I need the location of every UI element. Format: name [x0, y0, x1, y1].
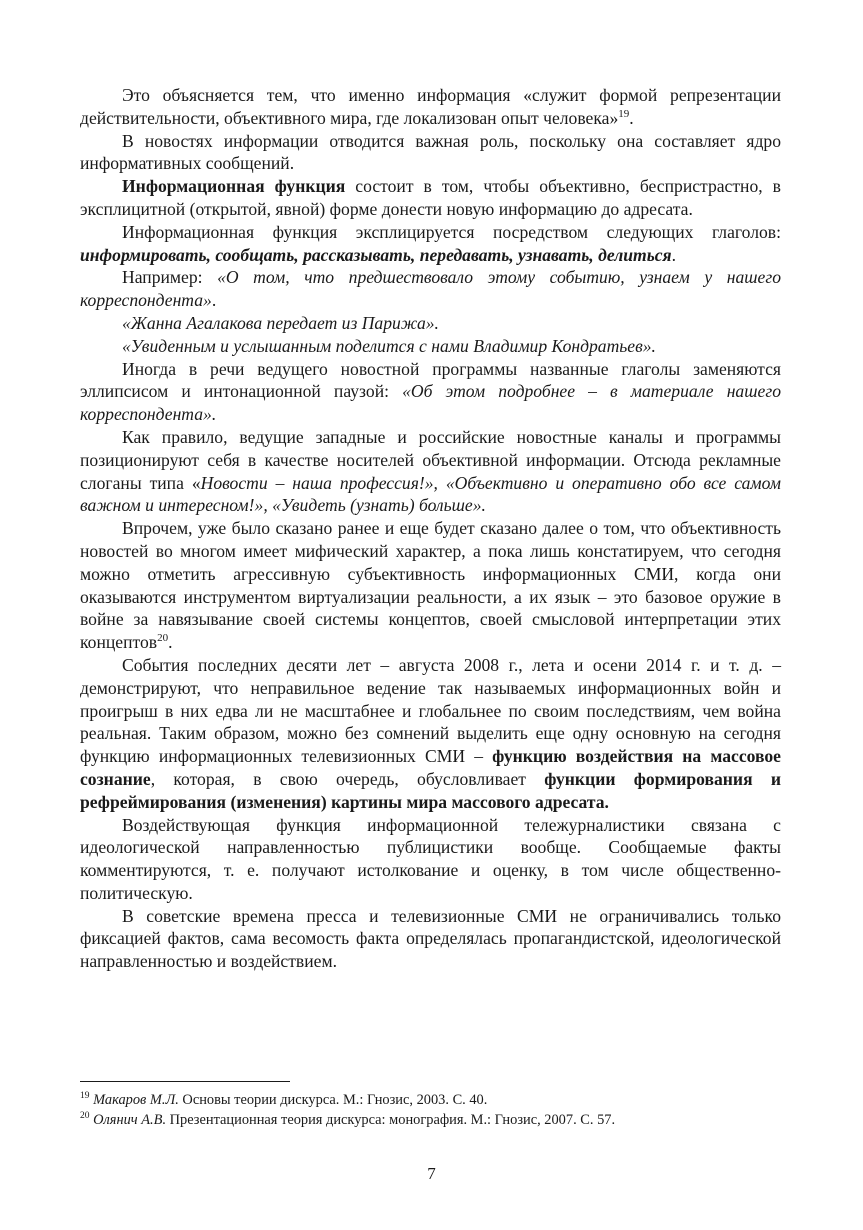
footnote-author: Макаров М.Л. — [93, 1092, 179, 1108]
footnote-reference: 19 — [618, 107, 630, 120]
text-run: информировать, сообщать, рассказывать, передавать, узнавать, делиться — [80, 244, 672, 265]
footnote-author: Олянич А.В. — [93, 1112, 167, 1128]
paragraph — [80, 517, 781, 654]
footnotes — [80, 1081, 781, 1130]
text-run: Впрочем, уже было сказано ранее и еще будет сказано далее о том, что объективность новостей во многом имеет мифический характер, а пока лишь констатируем, что сегодня можно отметить агрессивную субъективность информационных СМИ, когда они оказываются инструментом виртуализации реальности, а их язык – это базовое оружие в войне за навязывание своей системы концептов, своей смысловой интерпретации этих концептов — [80, 518, 781, 653]
paragraph — [80, 426, 781, 517]
body-text — [80, 84, 781, 973]
text-run: Информационная функция — [122, 176, 346, 197]
text-run: . — [211, 290, 217, 311]
text-run: Например: — [122, 267, 218, 288]
text-run: функцию воздействия на массовое сознание — [80, 746, 781, 789]
text-run: функции формирования и рефреймирования (изменения) картины мира массового адресата. — [80, 768, 782, 812]
paragraph — [80, 814, 781, 905]
text-run: Как правило, ведущие западные и российские новостные каналы и программы позиционируют себя в качестве носителей объективной информации. Отсюда рекламные слоганы типа « — [80, 426, 781, 493]
footnote — [80, 1110, 781, 1130]
text-run: Воздействующая функция информационной тележурналистики связана с идеологической направленностью публицистики вообще. Сообщаемые факты комментируются, т. е. получают истолкование и оценку, в том числе общественно-политическую. — [80, 814, 781, 903]
paragraph — [80, 130, 781, 176]
paragraph — [80, 266, 781, 312]
text-run: «О том, что предшествовало этому событию, узнаем у нашего корреспондента» — [80, 267, 782, 311]
paragraph — [80, 84, 781, 130]
text-run: «Жанна Агалакова передает из Парижа». — [122, 312, 439, 333]
text-run: В новостях информации отводится важная роль, поскольку она составляет ядро информативных сообщений. — [80, 130, 781, 174]
text-run: . — [629, 107, 634, 128]
footnote-divider — [80, 1081, 290, 1082]
text-run: . — [671, 244, 677, 265]
footnote-reference: 20 — [157, 632, 169, 645]
paragraph — [80, 905, 781, 973]
text-run: Это объясняется тем, что именно информация «служит формой репрезентации действительности, объективного мира, где локализован опыт человека» — [80, 85, 781, 128]
footnote-number: 20 — [80, 1111, 90, 1121]
footnote-text: Презентационная теория дискурса: монография. М.: Гнозис, 2007. С. 57. — [166, 1112, 616, 1128]
page-number: 7 — [427, 1164, 436, 1183]
paragraph — [80, 358, 781, 426]
text-run: Новости – наша профессия!», «Объективно и оперативно обо все самом важном и интересном!», «Увидеть (узнать) больше». — [80, 472, 781, 516]
footnote-text: Основы теории дискурса. М.: Гнозис, 2003. С. 40. — [178, 1092, 488, 1108]
text-run: «Увиденным и услышанным поделится с нами Владимир Кондратьев». — [122, 335, 656, 356]
text-run: , которая, в свою очередь, обусловливает — [150, 768, 545, 789]
text-run: Информационная функция эксплицируется посредством следующих глаголов: — [122, 221, 781, 242]
text-run: . — [168, 632, 173, 653]
paragraph — [80, 312, 781, 335]
text-run: Иногда в речи ведущего новостной программы названные глаголы заменяются эллипсисом и интонационной паузой: — [80, 358, 781, 402]
paragraph — [80, 335, 781, 358]
text-run: состоит в том, чтобы объективно, беспристрастно, в эксплицитной (открытой, явной) форме донести новую информацию до адресата. — [80, 176, 781, 219]
text-run: «Об этом подробнее – в материале нашего корреспондента». — [80, 381, 781, 425]
footnote-number: 19 — [80, 1091, 90, 1101]
paragraph — [80, 221, 781, 267]
footnote — [80, 1090, 781, 1110]
text-run: События последних десяти лет – августа 2008 г., лета и осени 2014 г. и т. д. – демонстрируют, что неправильное ведение так называемых информационных войн и проигрыш в них едва ли не масштабнее и глобальнее по своим последствиям, чем война реальная. Таким образом, можно без сомнений выделить еще одну основную на сегодня функцию информационных телевизионных СМИ – — [80, 654, 781, 767]
paragraph — [80, 654, 781, 814]
text-run: В советские времена пресса и телевизионные СМИ не ограничивались только фиксацией фактов, сама весомость факта определялась пропагандистской, идеологической направленностью и воздействием. — [80, 905, 781, 972]
paragraph — [80, 175, 781, 221]
